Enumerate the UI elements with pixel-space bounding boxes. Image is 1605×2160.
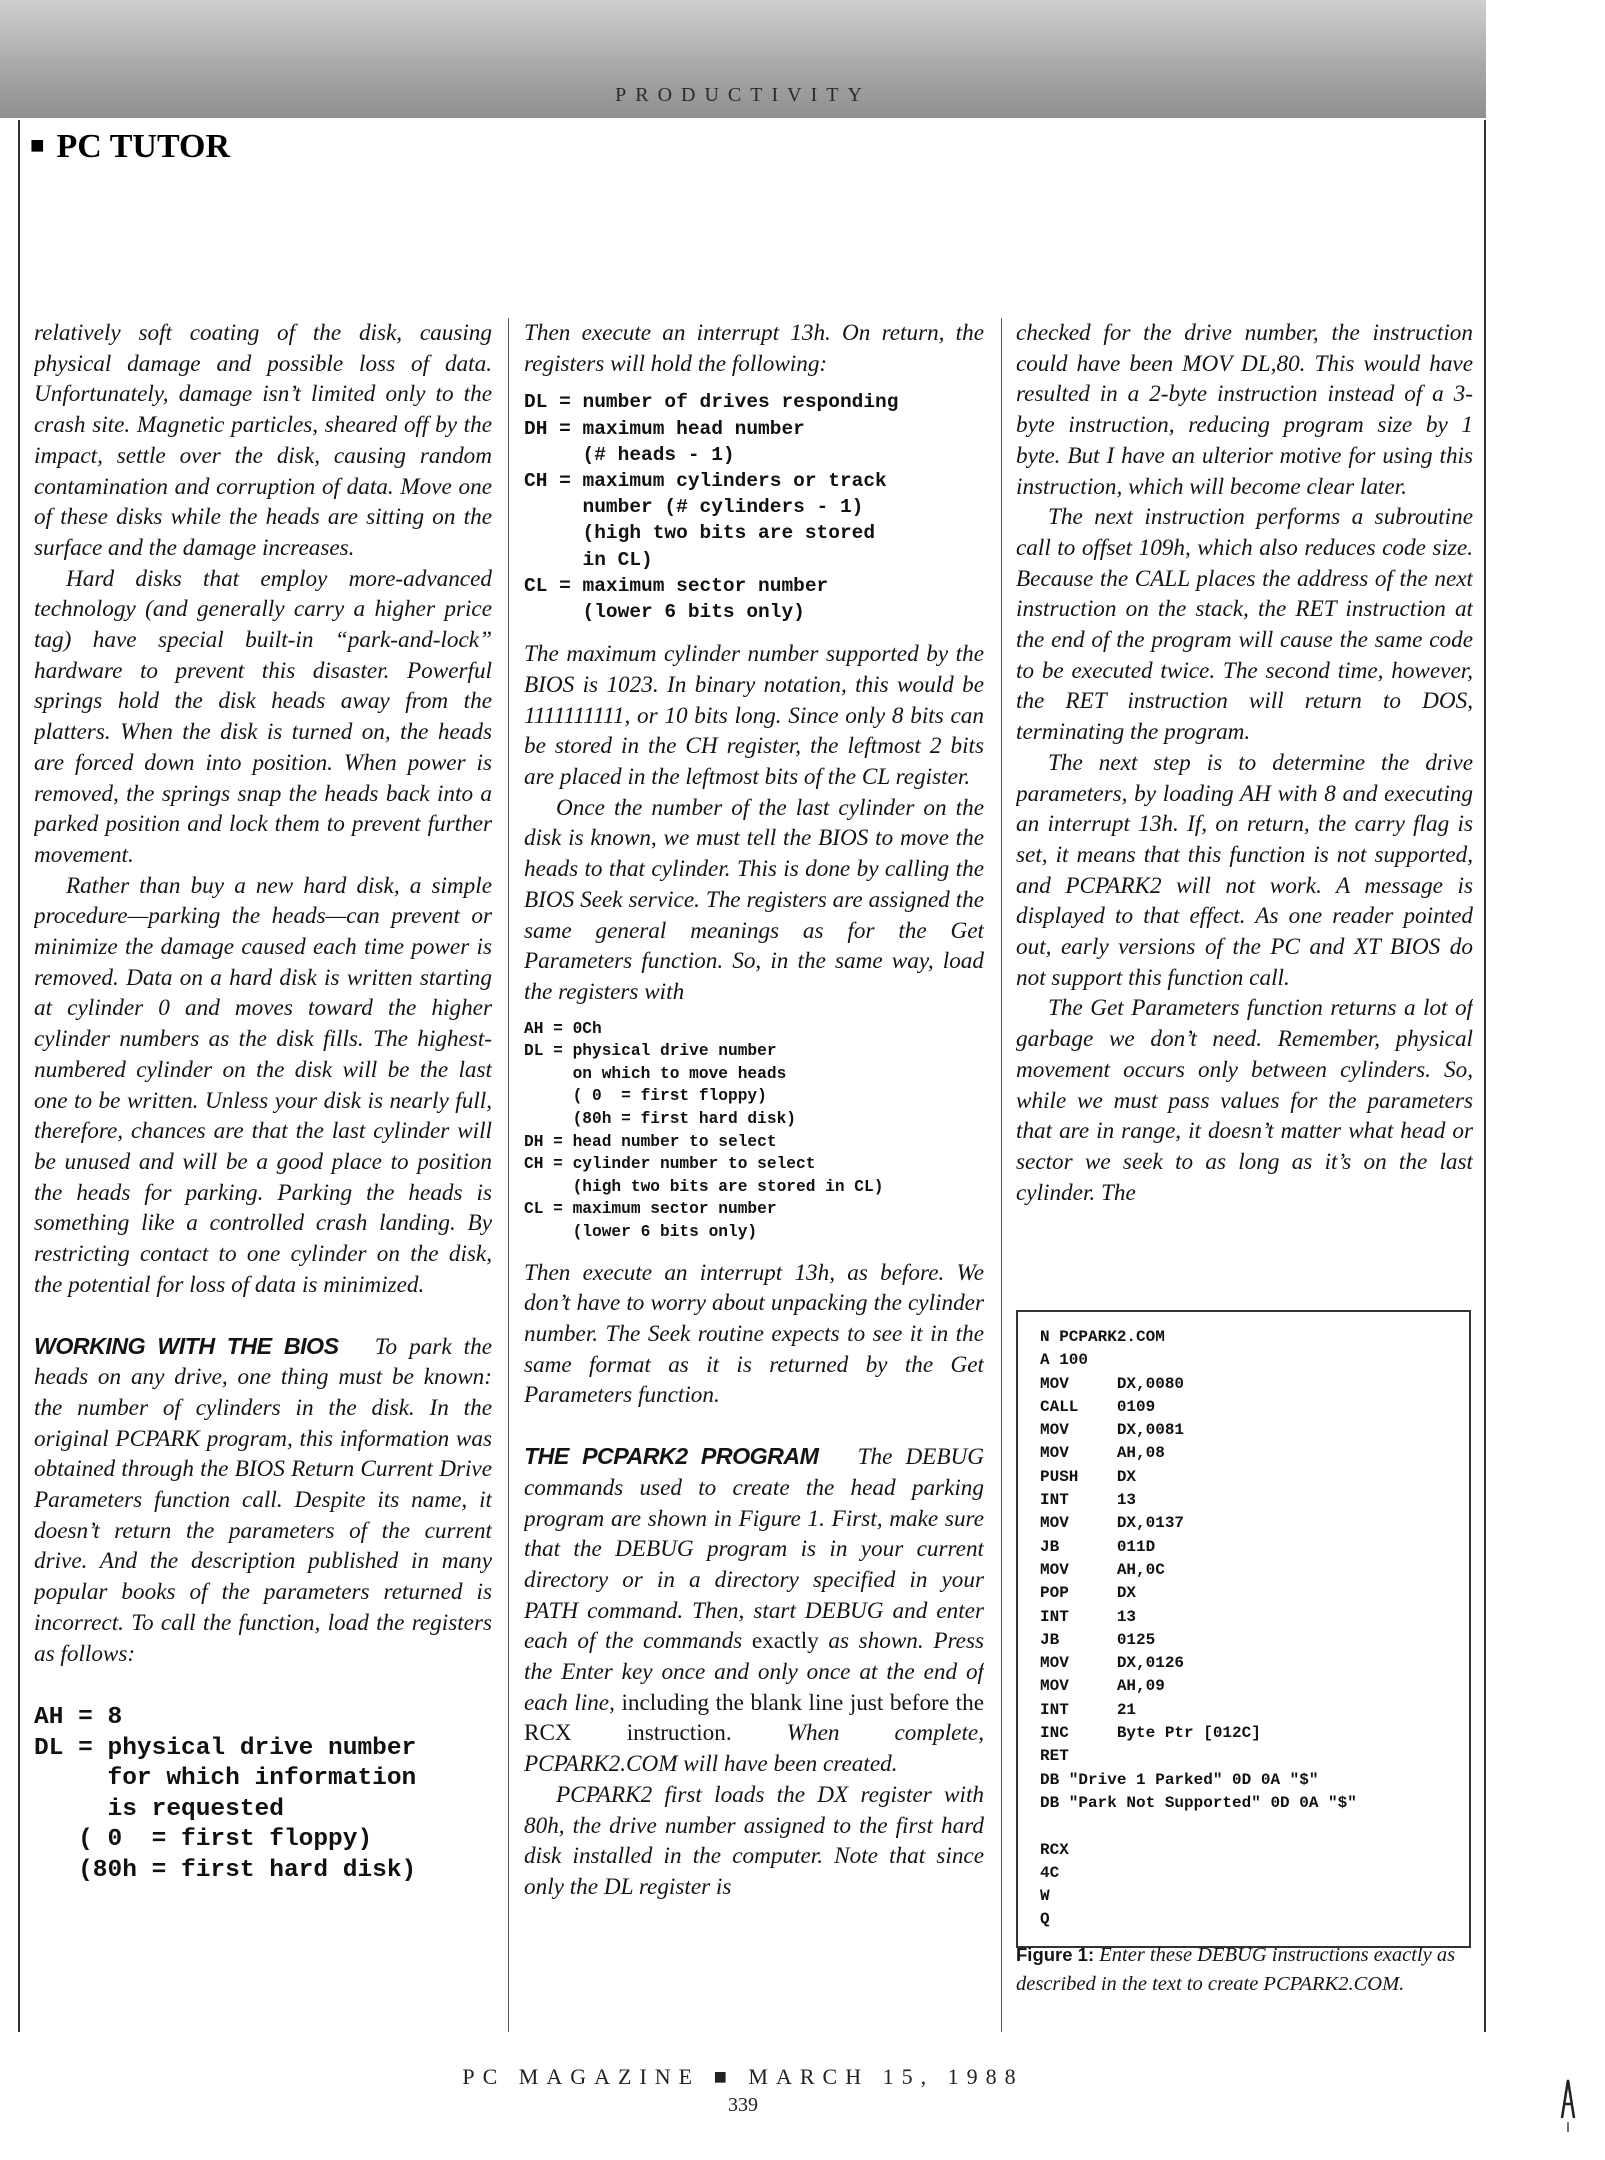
page-number: 339 [728,2094,758,2116]
code-block-seek-registers: AH = 0Ch DL = physical drive number on which to move heads ( 0 = first floppy) (80h = first hard disk) DH = head number to select CH = cylinder number to select (high two bits are stored in CL) CL = maximum sector number (lower 6 bits only) [524,1019,884,1242]
body-text: The DEBUG commands used to create the head parking program are shown in Figure 1. First, make sure that the DEBUG program is in your current directory or in a directory specified in your PATH command. Then, start DEBUG and enter each of the commands [524,1444,984,1655]
left-frame-rule [18,120,20,2032]
body-text: as shown. Press the Enter key once and only once at the end of each line, [524,1628,984,1716]
body-paragraph: The maximum cylinder number supported by the BIOS is 1023. In binary notation, this would be 1111111111, or 10 bits long. Since only 8 bits can be stored in the CH register, the leftmost 2 bits are placed in the leftmost bits of the CL register. [524,641,984,791]
body-paragraph: PCPARK2 first loads the DX register with 80h, the drive number assigned to the first hard disk installed in the computer. Note that since only the DL register is [524,1781,984,1900]
footer-magazine-date: PC MAGAZINE ■ MARCH 15, 1988 [462,2064,1024,2089]
code-block-get-parameters: AH = 8 DL = physical drive number for which information is requested ( 0 = first floppy) (80h = first hard disk) [34,1704,417,1884]
subhead-working-with-the-bios: WORKING WITH THE BIOS [34,1332,339,1359]
body-paragraph: The next step is to determine the drive parameters, by loading AH with 8 and executing an interrupt 13h. If, on return, the carry flag is set, it means that this function is not supported, and PCPARK2 will not work. A message is displayed to that effect. As one reader pointed out, early versions of the PC and XT BIOS do not support this function call. [1016,749,1473,991]
section-title-text: PC TUTOR [56,128,231,165]
figure-1-listing-box [1016,1310,1471,1948]
column-rule-2 [1001,318,1002,2032]
figure-1-caption [1016,1940,1476,1999]
body-paragraph [34,1331,492,1670]
body-paragraph: The next instruction performs a subroutine call to offset 109h, which also reduces code size. Because the CALL places the address of the next instruction on the stack, the RET instruction at the end of the program will cause the same code to be executed twice. The second time, however, the RET instruction will return to DOS, terminating the program. [1016,504,1473,746]
registration-mark-icon [1556,2074,1580,2134]
body-text: When complete, PCPARK2.COM will have been created. [524,1720,984,1778]
figure-caption-text: Enter these DEBUG instructions exactly as described in the text to create PCPARK2.COM. [1016,1944,1456,1995]
body-paragraph: Then execute an interrupt 13h, as before. We don’t have to worry about unpacking the cylinder number. The Seek routine expects to see it in the same format as it is returned by the Get Parameters function. [524,1259,984,1409]
emphasis-text: including the blank line just before the RCX instruction. [524,1689,984,1747]
body-paragraph: Once the number of the last cylinder on the disk is known, we must tell the BIOS to move the heads to that cylinder. This is done by calling the BIOS Seek service. The registers are assigned the same general meanings as for the Get Parameters function. So, in the same way, load the registers with [524,794,984,1005]
body-paragraph [524,1441,984,1780]
debug-listing: N PCPARK2.COM A 100 MOV DX,0080 CALL 0109 MOV DX,0081 MOV AH,08 PUSH DX INT 13 MOV DX,0137 JB 011D MOV AH,0C POP DX INT 13 JB 0125 MOV DX,0126 MOV AH,09 INT 21 INC Byte Ptr [012C] RET DB "Drive 1 Parked" 0D 0A "$" DB "Park Not Supported" 0D 0A "$" RCX 4C W Q [1040,1328,1357,1929]
square-bullet-icon: ■ [30,133,45,159]
right-frame-rule [1484,120,1486,2032]
body-paragraph: Rather than buy a new hard disk, a simple procedure—parking the heads—can prevent or minimize the damage caused each time power is removed. Data on a hard disk is written starting at cylinder 0 and moves toward the higher cylinder numbers as the disk fills. The highest-numbered cylinder on the disk will be the last one to be written. Unless your disk is nearly full, therefore, chances are that the last cylinder will be unused and will be a good place to position the heads for parking. Parking the heads is something like a controlled crash landing. By restricting contact to one cylinder on the disk, the potential for loss of data is minimized. [34,872,492,1298]
body-paragraph: The Get Parameters function returns a lot of garbage we don’t need. Remember, physical movement occurs only between cylinders. So, while we must pass values for the parameters that are in range, it doesn’t matter what head or sector we seek to as long as it’s on the last cylinder. The [1016,995,1473,1206]
article-column-2 [524,318,984,2032]
body-text: To park the heads on any drive, one thing must be known: the number of cylinders in the disk. In the original PCPARK program, this information was obtained through the BIOS Return Current Drive Parameters function call. Despite its name, it doesn’t return the parameters of the current drive. And the description published in many popular books of the parameters returned is incorrect. To call the function, load the registers as follows: [34,1333,492,1667]
code-block-return-registers: DL = number of drives responding DH = maximum head number (# heads - 1) CH = maximum cylinders or track number (# cylinders - 1) (high two bits are stored in CL) CL = maximum sector number (lower 6 bits only) [524,391,899,624]
column-rule-1 [508,318,509,2032]
article-column-1 [34,318,492,2032]
article-column-3 [1016,318,1473,1298]
section-kicker: PRODUCTIVITY [615,84,871,106]
body-paragraph: relatively soft coating of the disk, causing physical damage and possible loss of data. Unfortunately, damage isn’t limited only to the crash site. Magnetic particles, sheared off by the impact, settle over the disk, causing random contamination and corruption of data. Move one of these disks while the heads are sitting on the surface and the damage increases. [34,320,492,561]
body-paragraph: checked for the drive number, the instruction could have been MOV DL,80. This would have resulted in a 2-byte instruction instead of a 3-byte instruction, reducing program size by 1 byte. But I have an ulterior motive for using this instruction, which will become clear later. [1016,320,1473,500]
figure-label: Figure 1: [1016,1944,1095,1965]
subhead-pcpark2-program: THE PCPARK2 PROGRAM [524,1443,819,1470]
emphasis-text: exactly [751,1628,819,1655]
section-title [30,128,230,166]
body-paragraph: Hard disks that employ more-advanced technology (and generally carry a higher price tag) have special built-in “park-and-lock” hardware to prevent this disaster. Powerful springs hold the disk heads away from the platters. When the disk is turned on, the heads are forced down into position. When power is removed, the springs snap the heads back into a parked position and lock them to prevent further movement. [34,565,492,868]
body-paragraph: Then execute an interrupt 13h. On return, the registers will hold the following: [524,320,984,377]
